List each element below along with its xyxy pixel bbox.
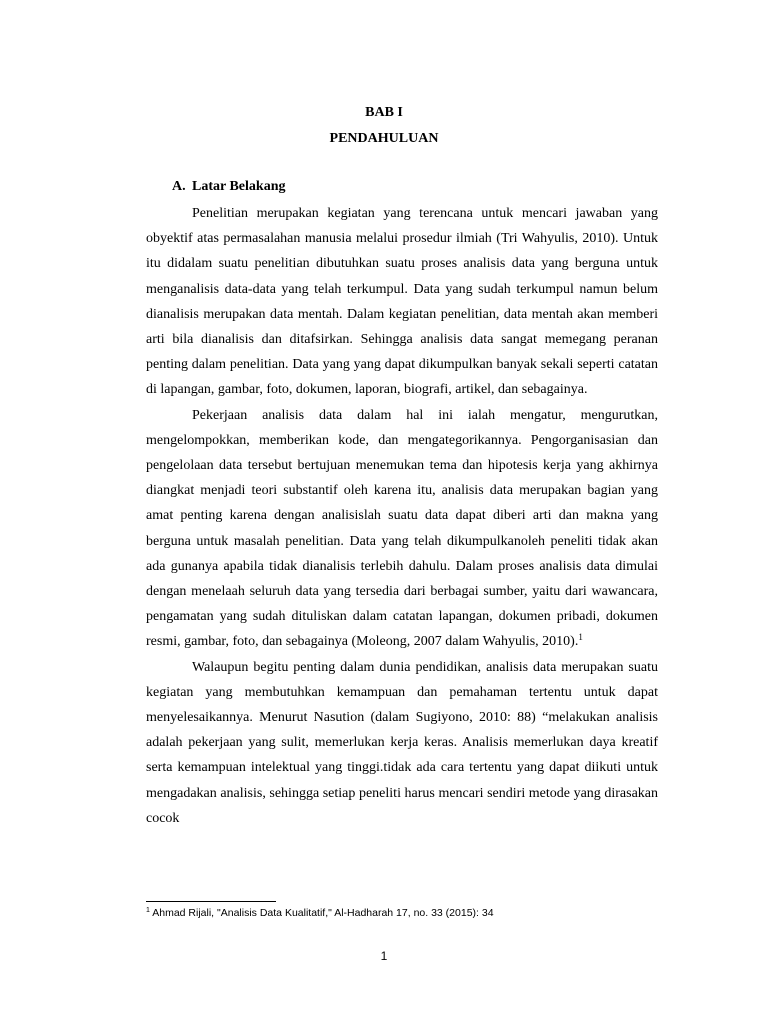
footnote: [146, 906, 494, 920]
paragraph-2: [146, 403, 658, 655]
section-heading: [172, 178, 285, 196]
page-number: 1: [380, 949, 388, 963]
footnote-text: Ahmad Rijali, "Analisis Data Kualitatif," Al-Hadharah 17, no. 33 (2015): 34: [149, 907, 494, 919]
chapter-title: PENDAHULUAN: [329, 131, 439, 146]
section-number: A.: [172, 179, 186, 194]
section-title: Latar Belakang: [192, 179, 286, 194]
paragraph-3: Walaupun begitu penting dalam dunia pendidikan, analisis data merupakan suatu kegiatan yang membutuhkan kemampuan dan pemahaman tertentu untuk dapat menyelesaikannya. Menurut Nasution (dalam Sugiyono, 2010: 88) “melakukan analisis adalah pekerjaan yang sulit, memerlukan kerja keras. Analisis memerlukan daya kreatif serta kemampuan intelektual yang tinggi.tidak ada cara tertentu yang dapat diikuti untuk mengadakan analisis, sehingga setiap peneliti harus mencari sendiri metode yang dirasakan cocok: [146, 659, 658, 826]
footnote-marker: 1: [146, 907, 150, 914]
footnote-reference[interactable]: 1: [578, 632, 583, 643]
body-text: [146, 201, 658, 831]
footnote-separator: [146, 901, 276, 902]
paragraph-1: Penelitian merupakan kegiatan yang terencana untuk mencari jawaban yang obyektif atas permasalahan manusia melalui prosedur ilmiah (Tri Wahyulis, 2010). Untuk itu didalam suatu penelitian dibutuhkan suatu proses analisis data yang berguna untuk menganalisis data-data yang telah terkumpul. Data yang sudah terkumpul namun belum dianalisis merupakan data mentah. Dalam kegiatan penelitian, data mentah akan memberi arti bila dianalisis dan ditafsirkan. Sehingga analisis data sangat memegang peranan penting dalam penelitian. Data yang yang dapat dikumpulkan banyak sekali seperti catatan di lapangan, gambar, foto, dokumen, laporan, biografi, artikel, dan sebagainya.: [146, 206, 658, 398]
chapter-number: BAB I: [365, 105, 403, 120]
paragraph-2-text: Pekerjaan analisis data dalam hal ini ialah mengatur, mengurutkan, mengelompokkan, memberikan kode, dan mengategorikannya. Pengorganisasian dan pengelolaan data tersebut bertujuan menemukan tema dan hipotesis kerja yang akhirnya diangkat menjadi teori substantif oleh karena itu, analisis data merupakan bagian yang amat penting karena dengan analisislah suatu data dapat diberi arti dan makna yang berguna untuk masalah penelitian. Data yang telah dikumpulkanoleh peneliti tidak akan ada gunanya apabila tidak dianalisis terlebih dahulu. Dalam proses analisis data dimulai dengan menelaah seluruh data yang tersedia dari berbagai sumber, yaitu dari wawancara, pengamatan yang sudah dituliskan dalam catatan lapangan, dokumen pribadi, dokumen resmi, gambar, foto, dan sebagainya (Moleong, 2007 dalam Wahyulis, 2010).: [146, 407, 658, 650]
